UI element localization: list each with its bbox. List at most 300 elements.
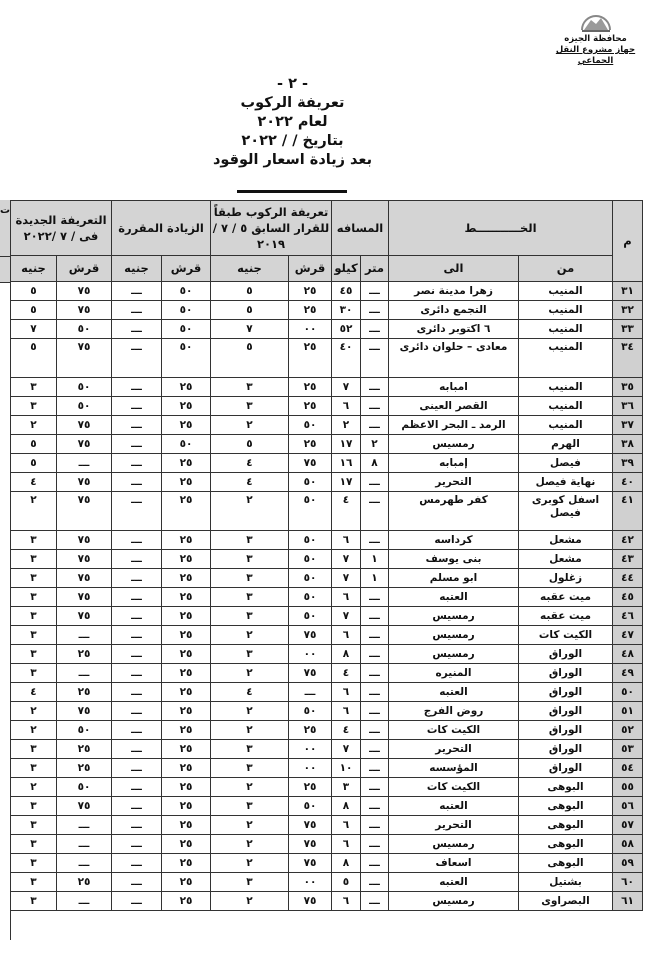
table-row xyxy=(11,301,643,320)
old-fare-pound: ٢ xyxy=(211,626,289,645)
new-fare-piaster: ـــ xyxy=(57,892,112,911)
row-index: ٣٤ xyxy=(613,339,643,378)
increase-pound: ـــ xyxy=(112,416,162,435)
route-to: القصر العينى xyxy=(389,397,519,416)
route-to: التحرير xyxy=(389,473,519,492)
increase-pound: ـــ xyxy=(112,683,162,702)
route-from: مشعل xyxy=(519,531,613,550)
row-index: ٤٩ xyxy=(613,664,643,683)
increase-pound: ـــ xyxy=(112,569,162,588)
row-index: ٥٥ xyxy=(613,778,643,797)
new-fare-piaster: ٧٥ xyxy=(57,435,112,454)
year-line: لعام ٢٠٢٢ xyxy=(257,114,328,130)
distance-meter: ٨ xyxy=(361,454,389,473)
old-fare-pound: ٥ xyxy=(211,282,289,301)
page-number: - ٢ - xyxy=(276,76,308,92)
route-to: الرمد ـ البحر الاعظم xyxy=(389,416,519,435)
new-fare-piaster: ٧٥ xyxy=(57,550,112,569)
new-fare-piaster: ـــ xyxy=(57,816,112,835)
table-row xyxy=(11,339,643,378)
table-row xyxy=(11,873,643,892)
old-fare-piaster: ٢٥ xyxy=(289,339,332,378)
route-from: بشتيل xyxy=(519,873,613,892)
route-from: نهاية فيصل xyxy=(519,473,613,492)
increase-piaster: ٥٠ xyxy=(162,435,211,454)
distance-km: ٦ xyxy=(332,835,361,854)
increase-pound: ـــ xyxy=(112,816,162,835)
route-to: ٦ اكتوبر دائرى xyxy=(389,320,519,339)
old-fare-pound: ٥ xyxy=(211,435,289,454)
old-fare-pound: ٢ xyxy=(211,854,289,873)
new-fare-piaster: ٥٠ xyxy=(57,320,112,339)
route-to: روض الفرج xyxy=(389,702,519,721)
new-fare-pound: ٣ xyxy=(11,759,57,778)
route-to: المؤسسه xyxy=(389,759,519,778)
old-fare-piaster: ٥٠ xyxy=(289,492,332,531)
distance-km: ٣ xyxy=(332,778,361,797)
route-to: إمبابه xyxy=(389,454,519,473)
distance-meter: ـــ xyxy=(361,473,389,492)
old-fare-pound: ٣ xyxy=(211,607,289,626)
old-fare-piaster: ٢٥ xyxy=(289,282,332,301)
row-index: ٣٩ xyxy=(613,454,643,473)
route-from: الوراق xyxy=(519,683,613,702)
route-from: اسفل كوبرى فيصل xyxy=(519,492,613,531)
old-fare-pound: ٢ xyxy=(211,416,289,435)
distance-meter: ـــ xyxy=(361,588,389,607)
row-index: ٥٣ xyxy=(613,740,643,759)
old-fare-piaster: ٠٠ xyxy=(289,320,332,339)
new-fare-piaster: ٢٥ xyxy=(57,759,112,778)
route-from: الوراق xyxy=(519,664,613,683)
table-row xyxy=(11,645,643,664)
new-fare-pound: ٥ xyxy=(11,435,57,454)
new-fare-piaster: ـــ xyxy=(57,854,112,873)
org-department: جهاز مشروع النقل الجماعي xyxy=(555,45,636,66)
old-fare-pound: ٢ xyxy=(211,492,289,531)
new-fare-pound: ٢ xyxy=(11,492,57,531)
new-fare-pound: ٥ xyxy=(11,339,57,378)
row-index: ٤١ xyxy=(613,492,643,531)
table-row xyxy=(11,664,643,683)
fare-rows xyxy=(11,282,643,911)
increase-pound: ـــ xyxy=(112,778,162,797)
row-index: ٣٢ xyxy=(613,301,643,320)
new-fare-piaster: ٢٥ xyxy=(57,873,112,892)
increase-piaster: ٢٥ xyxy=(162,664,211,683)
route-from: الوراق xyxy=(519,702,613,721)
distance-km: ٧ xyxy=(332,378,361,397)
route-to: المنيره xyxy=(389,664,519,683)
distance-meter: ـــ xyxy=(361,854,389,873)
increase-pound: ـــ xyxy=(112,473,162,492)
old-fare-piaster: ٠٠ xyxy=(289,759,332,778)
organization-logo xyxy=(548,10,643,67)
distance-km: ٤٥ xyxy=(332,282,361,301)
route-from: المنيب xyxy=(519,320,613,339)
distance-km: ٦ xyxy=(332,588,361,607)
increase-pound: ـــ xyxy=(112,626,162,645)
new-fare-pound: ٣ xyxy=(11,397,57,416)
increase-pound: ـــ xyxy=(112,664,162,683)
increase-piaster: ٢٥ xyxy=(162,873,211,892)
new-fare-pound: ٣ xyxy=(11,531,57,550)
route-from: البوهى xyxy=(519,854,613,873)
table-row xyxy=(11,378,643,397)
new-fare-pound: ٣ xyxy=(11,873,57,892)
new-fare-pound: ٣ xyxy=(11,740,57,759)
route-from: المنيب xyxy=(519,378,613,397)
new-fare-piaster: ٧٥ xyxy=(57,416,112,435)
increase-pound: ـــ xyxy=(112,282,162,301)
increase-piaster: ٢٥ xyxy=(162,397,211,416)
new-fare-piaster: ٧٥ xyxy=(57,282,112,301)
increase-piaster: ٢٥ xyxy=(162,778,211,797)
new-fare-piaster: ٥٠ xyxy=(57,397,112,416)
route-from: المنيب xyxy=(519,339,613,378)
distance-km: ١٧ xyxy=(332,435,361,454)
route-to: ابو مسلم xyxy=(389,569,519,588)
route-to: العتبه xyxy=(389,797,519,816)
distance-km: ٧ xyxy=(332,740,361,759)
old-fare-piaster: ٥٠ xyxy=(289,588,332,607)
increase-piaster: ٢٥ xyxy=(162,816,211,835)
route-to: الكيت كات xyxy=(389,721,519,740)
row-index: ٣٧ xyxy=(613,416,643,435)
new-fare-piaster: ٥٠ xyxy=(57,378,112,397)
route-from: ميت عقبه xyxy=(519,588,613,607)
header-old-fare: تعريفة الركوب طبقاً للقرار السابق ٥ / ٧ / ٢٠١٩ xyxy=(211,201,332,256)
increase-pound: ـــ xyxy=(112,645,162,664)
increase-piaster: ٢٥ xyxy=(162,721,211,740)
route-to: رمسيس xyxy=(389,835,519,854)
increase-piaster: ٢٥ xyxy=(162,531,211,550)
old-fare-piaster: ٢٥ xyxy=(289,301,332,320)
old-fare-piaster: ٢٥ xyxy=(289,378,332,397)
new-fare-piaster: ـــ xyxy=(57,835,112,854)
old-fare-pound: ٣ xyxy=(211,378,289,397)
row-index: ٤٤ xyxy=(613,569,643,588)
header-meter: متر xyxy=(361,256,389,282)
increase-pound: ـــ xyxy=(112,588,162,607)
route-to: زهرا مدينة نصر xyxy=(389,282,519,301)
new-fare-pound: ٢ xyxy=(11,416,57,435)
new-fare-pound: ٢ xyxy=(11,778,57,797)
new-fare-pound: ٣ xyxy=(11,816,57,835)
increase-pound: ـــ xyxy=(112,531,162,550)
header-old-pound: جنيه xyxy=(211,256,289,282)
new-fare-piaster: ٧٥ xyxy=(57,702,112,721)
old-fare-pound: ٤ xyxy=(211,683,289,702)
pyramid-emblem-icon xyxy=(579,10,613,34)
table-row xyxy=(11,492,643,531)
table-row xyxy=(11,626,643,645)
old-fare-pound: ٣ xyxy=(211,797,289,816)
old-fare-pound: ٤ xyxy=(211,454,289,473)
route-from: البوهى xyxy=(519,816,613,835)
row-index: ٥٤ xyxy=(613,759,643,778)
increase-pound: ـــ xyxy=(112,892,162,911)
increase-pound: ـــ xyxy=(112,320,162,339)
route-from: المنيب xyxy=(519,397,613,416)
old-fare-piaster: ٥٠ xyxy=(289,569,332,588)
distance-meter: ـــ xyxy=(361,683,389,702)
route-from: الوراق xyxy=(519,759,613,778)
new-fare-piaster: ٥٠ xyxy=(57,778,112,797)
new-fare-pound: ٤ xyxy=(11,683,57,702)
document-subtitle: بعد زيادة اسعار الوقود xyxy=(212,152,373,168)
route-to: رمسيس xyxy=(389,607,519,626)
row-index: ٣٨ xyxy=(613,435,643,454)
route-to: العتبه xyxy=(389,873,519,892)
row-index: ٦١ xyxy=(613,892,643,911)
increase-piaster: ٢٥ xyxy=(162,759,211,778)
increase-piaster: ٢٥ xyxy=(162,854,211,873)
route-to: اسعاف xyxy=(389,854,519,873)
distance-km: ٧ xyxy=(332,569,361,588)
new-fare-pound: ٣ xyxy=(11,797,57,816)
table-row xyxy=(11,721,643,740)
route-to: العتبه xyxy=(389,683,519,702)
old-fare-piaster: ٧٥ xyxy=(289,892,332,911)
increase-pound: ـــ xyxy=(112,854,162,873)
route-to: كرداسه xyxy=(389,531,519,550)
distance-km: ٦ xyxy=(332,397,361,416)
increase-pound: ـــ xyxy=(112,759,162,778)
distance-km: ٦ xyxy=(332,626,361,645)
distance-meter: ـــ xyxy=(361,892,389,911)
old-fare-piaster: ٢٥ xyxy=(289,397,332,416)
increase-pound: ـــ xyxy=(112,740,162,759)
new-fare-pound: ٧ xyxy=(11,320,57,339)
increase-piaster: ٥٠ xyxy=(162,282,211,301)
title-divider xyxy=(237,190,347,193)
route-from: الوراق xyxy=(519,721,613,740)
new-fare-pound: ٥ xyxy=(11,301,57,320)
header-inc-pound: جنيه xyxy=(112,256,162,282)
distance-meter: ـــ xyxy=(361,282,389,301)
increase-piaster: ٢٥ xyxy=(162,569,211,588)
old-fare-pound: ٥ xyxy=(211,301,289,320)
old-fare-piaster: ٠٠ xyxy=(289,873,332,892)
increase-pound: ـــ xyxy=(112,550,162,569)
distance-meter: ٢ xyxy=(361,435,389,454)
table-row xyxy=(11,854,643,873)
header-inc-piaster: قرش xyxy=(162,256,211,282)
distance-meter: ١ xyxy=(361,569,389,588)
route-from: المنيب xyxy=(519,301,613,320)
increase-pound: ـــ xyxy=(112,339,162,378)
new-fare-piaster: ٢٥ xyxy=(57,740,112,759)
distance-meter: ـــ xyxy=(361,397,389,416)
route-from: مشعل xyxy=(519,550,613,569)
document-title: تعريفة الركوب xyxy=(240,95,345,111)
increase-pound: ـــ xyxy=(112,721,162,740)
new-fare-piaster: ٧٥ xyxy=(57,797,112,816)
row-index: ٤٧ xyxy=(613,626,643,645)
cut-off-header: ت xyxy=(0,205,11,216)
increase-piaster: ٢٥ xyxy=(162,683,211,702)
old-fare-pound: ٣ xyxy=(211,397,289,416)
route-to: بنى يوسف xyxy=(389,550,519,569)
distance-meter: ١ xyxy=(361,550,389,569)
new-fare-pound: ٣ xyxy=(11,892,57,911)
table-row xyxy=(11,683,643,702)
route-to: التحرير xyxy=(389,740,519,759)
row-index: ٤٥ xyxy=(613,588,643,607)
new-fare-piaster: ٧٥ xyxy=(57,569,112,588)
header-new-piaster: قرش xyxy=(57,256,112,282)
header-index: م xyxy=(613,201,643,282)
distance-km: ٨ xyxy=(332,797,361,816)
old-fare-piaster: ٠٠ xyxy=(289,740,332,759)
distance-meter: ـــ xyxy=(361,607,389,626)
header-increase: الزيادة المقررة xyxy=(112,201,211,256)
route-from: فيصل xyxy=(519,454,613,473)
new-fare-pound: ٤ xyxy=(11,473,57,492)
increase-pound: ـــ xyxy=(112,873,162,892)
header-from: من xyxy=(519,256,613,282)
route-to: معادى – حلوان دائرى xyxy=(389,339,519,378)
increase-pound: ـــ xyxy=(112,454,162,473)
distance-meter: ـــ xyxy=(361,797,389,816)
distance-km: ٦ xyxy=(332,816,361,835)
table-row xyxy=(11,454,643,473)
distance-km: ٤ xyxy=(332,664,361,683)
new-fare-piaster: ـــ xyxy=(57,626,112,645)
distance-meter: ـــ xyxy=(361,873,389,892)
old-fare-pound: ٢ xyxy=(211,816,289,835)
new-fare-piaster: ـــ xyxy=(57,664,112,683)
distance-km: ٦ xyxy=(332,531,361,550)
header-new-fare: التعريفة الجديدة فى / ٧ /٢٠٢٢ xyxy=(11,201,112,256)
route-from: البوهى xyxy=(519,778,613,797)
new-fare-pound: ٣ xyxy=(11,664,57,683)
old-fare-pound: ٣ xyxy=(211,531,289,550)
old-fare-piaster: ٢٥ xyxy=(289,435,332,454)
distance-meter: ـــ xyxy=(361,664,389,683)
old-fare-piaster: ٧٥ xyxy=(289,454,332,473)
distance-km: ٣٠ xyxy=(332,301,361,320)
table-row xyxy=(11,892,643,911)
new-fare-pound: ٣ xyxy=(11,626,57,645)
table-row xyxy=(11,607,643,626)
new-fare-piaster: ٧٥ xyxy=(57,607,112,626)
row-index: ٥١ xyxy=(613,702,643,721)
route-from: زغلول xyxy=(519,569,613,588)
row-index: ٥٢ xyxy=(613,721,643,740)
new-fare-pound: ٣ xyxy=(11,569,57,588)
old-fare-pound: ٣ xyxy=(211,740,289,759)
route-from: الهرم xyxy=(519,435,613,454)
old-fare-pound: ٣ xyxy=(211,550,289,569)
distance-meter: ـــ xyxy=(361,702,389,721)
table-row xyxy=(11,759,643,778)
new-fare-pound: ٣ xyxy=(11,550,57,569)
row-index: ٣٥ xyxy=(613,378,643,397)
row-index: ٤٣ xyxy=(613,550,643,569)
row-index: ٥٩ xyxy=(613,854,643,873)
header-distance: المسافه xyxy=(332,201,389,256)
distance-km: ٦ xyxy=(332,702,361,721)
header-old-piaster: قرش xyxy=(289,256,332,282)
route-to: رمسيس xyxy=(389,645,519,664)
increase-pound: ـــ xyxy=(112,492,162,531)
increase-piaster: ٢٥ xyxy=(162,416,211,435)
distance-km: ٤ xyxy=(332,721,361,740)
table-row xyxy=(11,740,643,759)
increase-piaster: ٢٥ xyxy=(162,835,211,854)
increase-piaster: ٢٥ xyxy=(162,645,211,664)
distance-meter: ـــ xyxy=(361,740,389,759)
old-fare-piaster: ٢٥ xyxy=(289,721,332,740)
old-fare-pound: ٢ xyxy=(211,835,289,854)
header-km: كيلو xyxy=(332,256,361,282)
distance-km: ٨ xyxy=(332,645,361,664)
increase-piaster: ٢٥ xyxy=(162,892,211,911)
distance-km: ٥ xyxy=(332,873,361,892)
new-fare-piaster: ٧٥ xyxy=(57,301,112,320)
distance-km: ١٠ xyxy=(332,759,361,778)
new-fare-pound: ٥ xyxy=(11,282,57,301)
increase-pound: ـــ xyxy=(112,397,162,416)
row-index: ٣٣ xyxy=(613,320,643,339)
row-index: ٣٦ xyxy=(613,397,643,416)
new-fare-pound: ٣ xyxy=(11,835,57,854)
new-fare-pound: ٣ xyxy=(11,854,57,873)
new-fare-piaster: ٧٥ xyxy=(57,473,112,492)
row-index: ٣١ xyxy=(613,282,643,301)
org-name: محافظة الجيزه xyxy=(564,34,627,44)
document-titles xyxy=(180,75,405,170)
new-fare-pound: ٢ xyxy=(11,721,57,740)
route-from: البصراوى xyxy=(519,892,613,911)
header-line: الخـــــــــــط xyxy=(389,201,613,256)
route-from: البوهى xyxy=(519,797,613,816)
distance-km: ٧ xyxy=(332,550,361,569)
increase-pound: ـــ xyxy=(112,835,162,854)
new-fare-piaster: ٧٥ xyxy=(57,588,112,607)
distance-meter: ـــ xyxy=(361,416,389,435)
header-new-pound: جنيه xyxy=(11,256,57,282)
increase-piaster: ٢٥ xyxy=(162,473,211,492)
table-row xyxy=(11,320,643,339)
old-fare-piaster: ٧٥ xyxy=(289,664,332,683)
old-fare-pound: ٣ xyxy=(211,588,289,607)
distance-meter: ـــ xyxy=(361,721,389,740)
increase-pound: ـــ xyxy=(112,301,162,320)
table-row xyxy=(11,416,643,435)
distance-meter: ـــ xyxy=(361,531,389,550)
route-from: الكيت كات xyxy=(519,626,613,645)
old-fare-piaster: ٢٥ xyxy=(289,778,332,797)
table-row xyxy=(11,550,643,569)
row-index: ٥٦ xyxy=(613,797,643,816)
table-row xyxy=(11,435,643,454)
table-row xyxy=(11,282,643,301)
increase-piaster: ٥٠ xyxy=(162,301,211,320)
old-fare-pound: ٢ xyxy=(211,892,289,911)
increase-piaster: ٢٥ xyxy=(162,550,211,569)
row-index: ٤٢ xyxy=(613,531,643,550)
row-index: ٤٨ xyxy=(613,645,643,664)
increase-piaster: ٢٥ xyxy=(162,378,211,397)
old-fare-piaster: ٠٠ xyxy=(289,645,332,664)
old-fare-pound: ٣ xyxy=(211,645,289,664)
old-fare-pound: ٧ xyxy=(211,320,289,339)
old-fare-pound: ٢ xyxy=(211,664,289,683)
route-to: الكيت كات xyxy=(389,778,519,797)
